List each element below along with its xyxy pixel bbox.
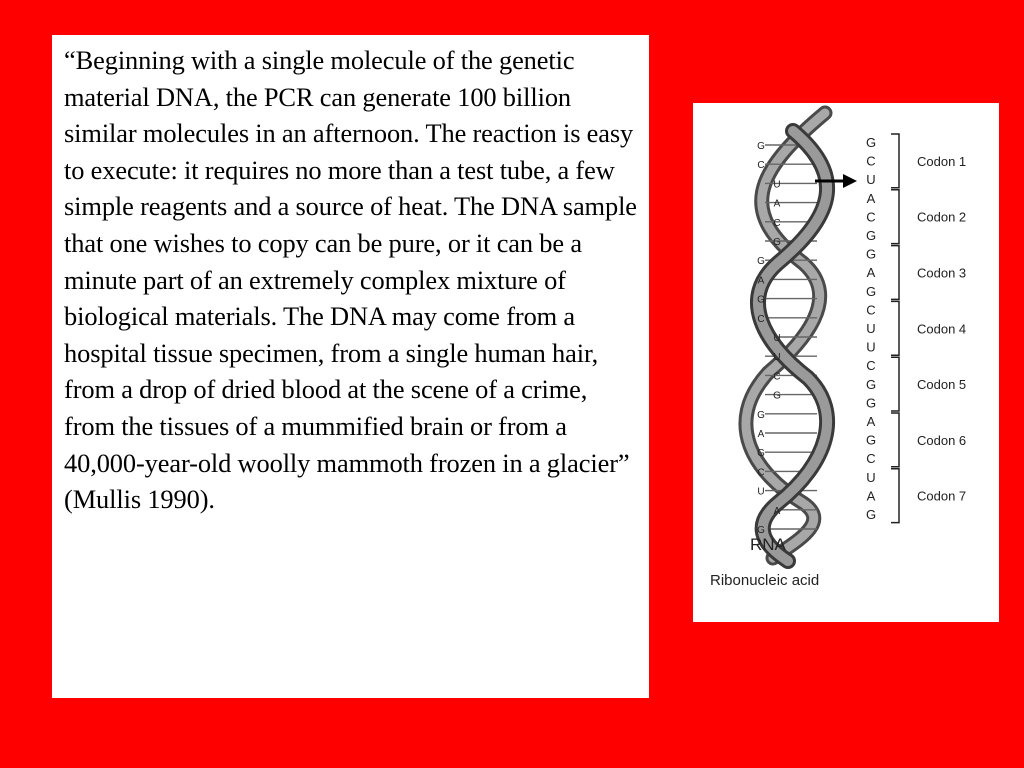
codon-labels <box>917 154 966 504</box>
helix-base: U <box>773 179 781 191</box>
strand-base: A <box>866 488 876 504</box>
codon-bracket <box>891 301 899 355</box>
helix-base: G <box>773 390 781 402</box>
helix-base: A <box>773 198 781 210</box>
helix-base: A <box>757 275 765 287</box>
helix-base: G <box>757 409 765 421</box>
codon-bracket <box>891 246 899 300</box>
strand-base: U <box>866 469 876 485</box>
helix-base: C <box>757 160 765 172</box>
rna-figure <box>693 103 999 622</box>
codon-bracket <box>891 469 899 523</box>
helix-base: U <box>773 352 781 364</box>
helix-base: C <box>773 217 781 229</box>
figure-subtitle: Ribonucleic acid <box>710 572 820 589</box>
strand-base: A <box>866 190 876 206</box>
helix-base: G <box>757 525 765 536</box>
codon-label: Codon 5 <box>917 377 967 393</box>
strand-base: A <box>866 414 876 429</box>
strand-base: C <box>866 302 876 318</box>
quote-box <box>52 35 649 698</box>
strand-base: C <box>866 358 876 374</box>
codon-label: Codon 1 <box>917 153 967 169</box>
strand-base: A <box>866 265 876 281</box>
codon-bracket <box>891 190 899 244</box>
quote-text: “Beginning with a single molecule of the genetic material DNA, the PCR can generate 100 billion similar molecules in an afternoon. The reaction is easy to execute: it requires no more than a test tube, a few simple reagents and a source of heat. The DNA sample that one wishes to copy can be pure, or it can be a minute part of an extremely complex mixture of biological materials. The DNA may come from a hospital tissue specimen, from a single human hair, from a drop of dried blood at the scene of a crime, from the tissues of a mummified brain or from a 40,000-year-old woolly mammoth frozen in a glacier” (Mullis 1990). <box>64 45 637 515</box>
codon-bracket <box>891 134 899 188</box>
strand-base: C <box>866 209 876 225</box>
strand-base: G <box>865 228 877 243</box>
strand-base: G <box>865 376 877 392</box>
codon-label: Codon 2 <box>917 209 967 225</box>
helix-base: U <box>757 486 765 498</box>
codon-label: Codon 6 <box>917 432 967 448</box>
helix-base: G <box>773 237 781 248</box>
strand-base: U <box>866 321 876 336</box>
figure-title: RNA <box>750 535 786 554</box>
codon-label: Codon 4 <box>917 321 967 337</box>
strand-base: G <box>865 135 877 150</box>
strand-sequence <box>866 135 876 522</box>
strand-base: G <box>865 395 877 411</box>
strand-base: U <box>866 172 876 188</box>
codon-bracket <box>891 357 899 411</box>
helix-base: C <box>757 467 765 479</box>
helix-base: G <box>757 448 765 460</box>
strand-base: C <box>866 451 876 467</box>
helix-base: C <box>757 313 765 325</box>
codon-label: Codon 3 <box>917 265 967 281</box>
helix-base: C <box>773 371 781 383</box>
codon-label: Codon 7 <box>917 488 967 504</box>
helix-base: U <box>773 333 781 344</box>
helix-base: A <box>773 505 781 517</box>
strand-base: G <box>865 432 877 448</box>
rna-diagram <box>693 103 999 622</box>
helix-base: G <box>757 294 765 306</box>
codon-bracket <box>891 413 899 467</box>
strand-base: C <box>866 153 876 169</box>
strand-base: G <box>865 283 877 299</box>
helix-base: A <box>757 429 765 440</box>
codon-brackets <box>891 134 899 523</box>
helix-base: G <box>757 141 765 152</box>
strand-base: G <box>865 507 877 522</box>
strand-base: G <box>865 246 877 262</box>
helix-base: G <box>757 256 765 268</box>
strand-base: U <box>866 339 876 355</box>
